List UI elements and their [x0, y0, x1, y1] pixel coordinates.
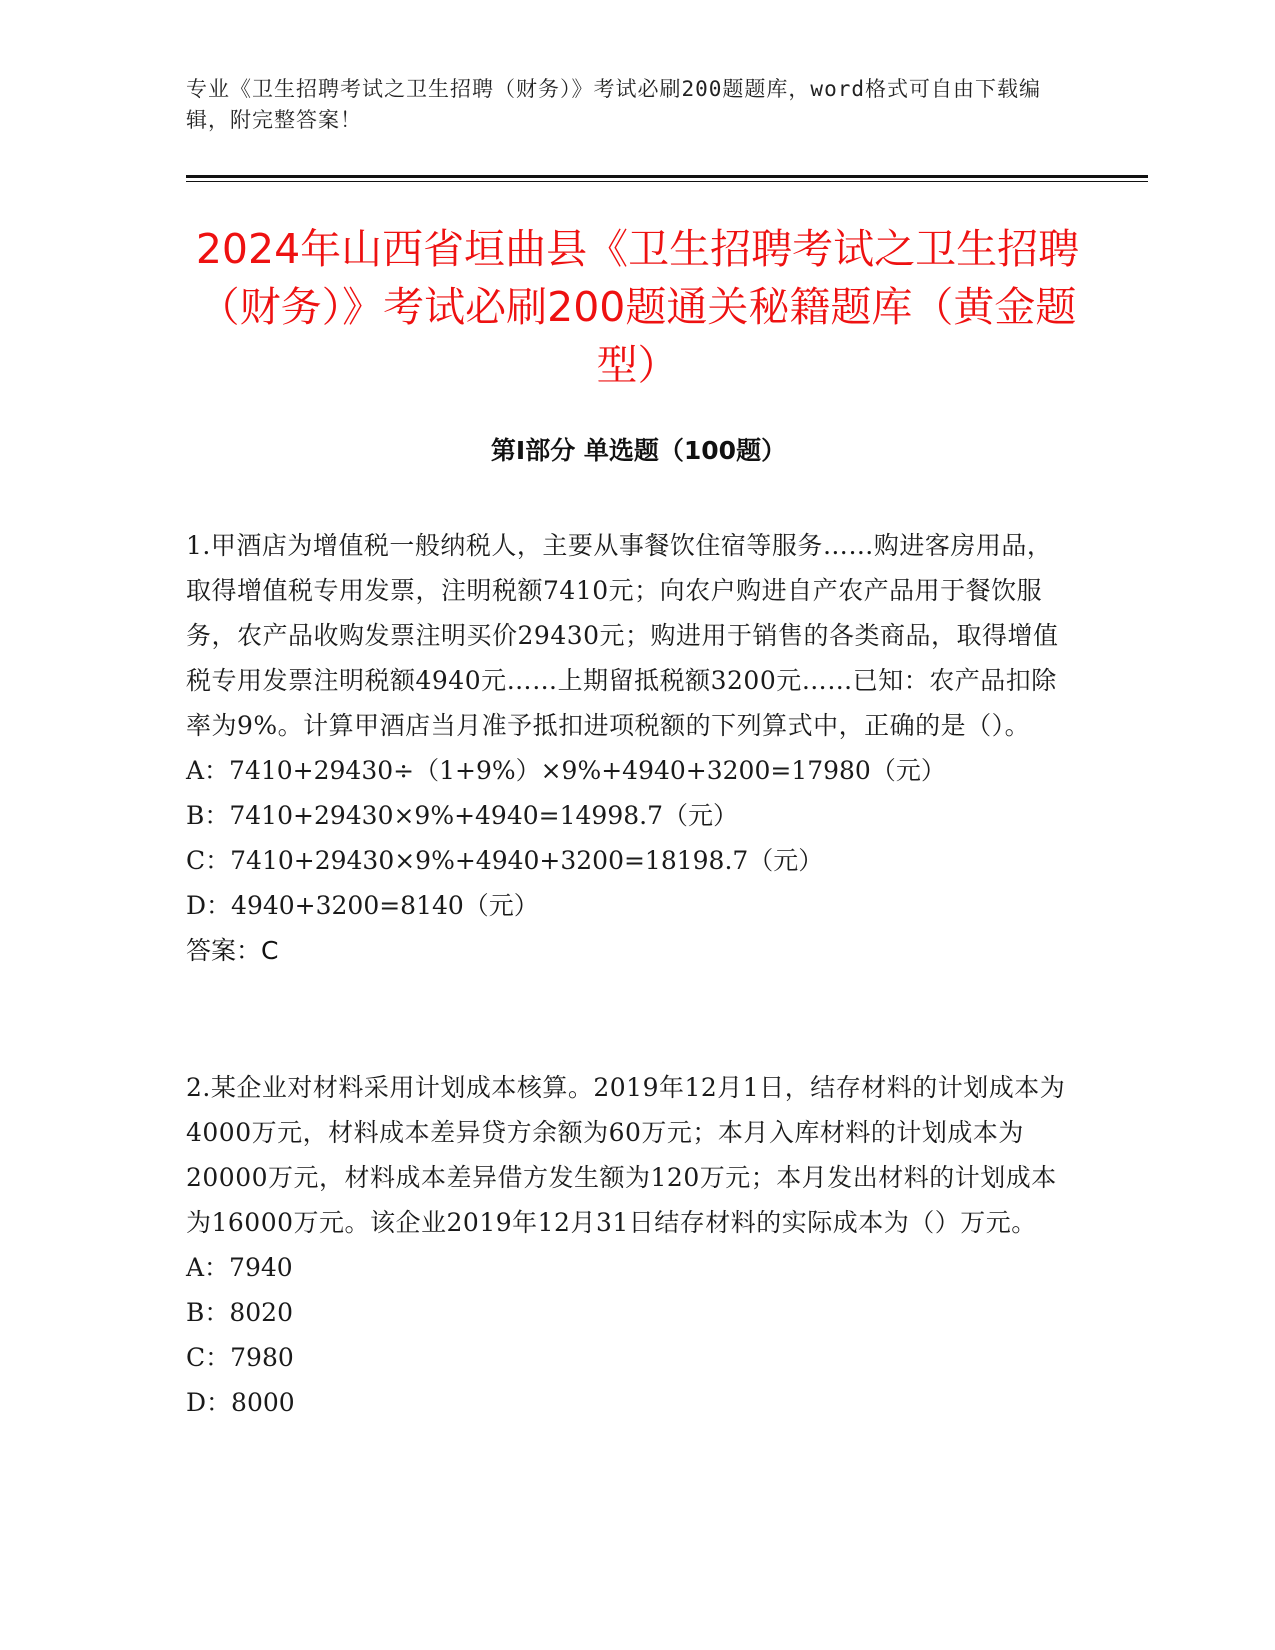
answer-line: 答案：C — [186, 936, 279, 965]
header-note: 专业《卫生招聘考试之卫生招聘（财务）》考试必刷200题题库，word格式可自由下载编辑，附完整答案！ — [186, 77, 1041, 132]
option-c: C：7980 — [186, 1343, 294, 1372]
question-stem: 2.某企业对材料采用计划成本核算。2019年12月1日，结存材料的计划成本为4000万元，材料成本差异贷方余额为60万元；本月入库材料的计划成本为20000万元，材料成本差异借方发生额为120万元；本月发出材料的计划成本为16000万元。该企业2019年12月31日结存材料的实际成本为（）万元。 — [186, 1073, 1066, 1237]
option-a: A：7410+29430÷（1+9%）×9%+4940+3200=17980（元） — [186, 756, 946, 785]
option-d: D：8000 — [186, 1388, 295, 1417]
option-d: D：4940+3200=8140（元） — [186, 891, 539, 920]
document-title: 2024年山西省垣曲县《卫生招聘考试之卫生招聘（财务）》考试必刷200题通关秘籍题库（黄金题型） — [195, 225, 1080, 389]
option-c: C：7410+29430×9%+4940+3200=18198.7（元） — [186, 846, 824, 875]
question-2 — [186, 1065, 1076, 1425]
option-a: A：7940 — [186, 1253, 293, 1282]
question-1 — [186, 523, 1076, 973]
option-b: B：7410+29430×9%+4940=14998.7（元） — [186, 801, 738, 830]
option-b: B：8020 — [186, 1298, 293, 1327]
header-divider-thin — [186, 181, 1148, 182]
question-stem: 1.甲酒店为增值税一般纳税人，主要从事餐饮住宿等服务……购进客房用品，取得增值税专用发票，注明税额7410元；向农户购进自产农产品用于餐饮服务，农产品收购发票注明买价29430元；购进用于销售的各类商品，取得增值税专用发票注明税额4940元……上期留抵税额3200元……已知：农产品扣除率为9%。计算甲酒店当月准予抵扣进项税额的下列算式中，正确的是（）。 — [186, 531, 1059, 740]
header-divider-thick — [186, 175, 1148, 178]
section-heading: 第Ⅰ部分 单选题（100题） — [490, 436, 787, 465]
